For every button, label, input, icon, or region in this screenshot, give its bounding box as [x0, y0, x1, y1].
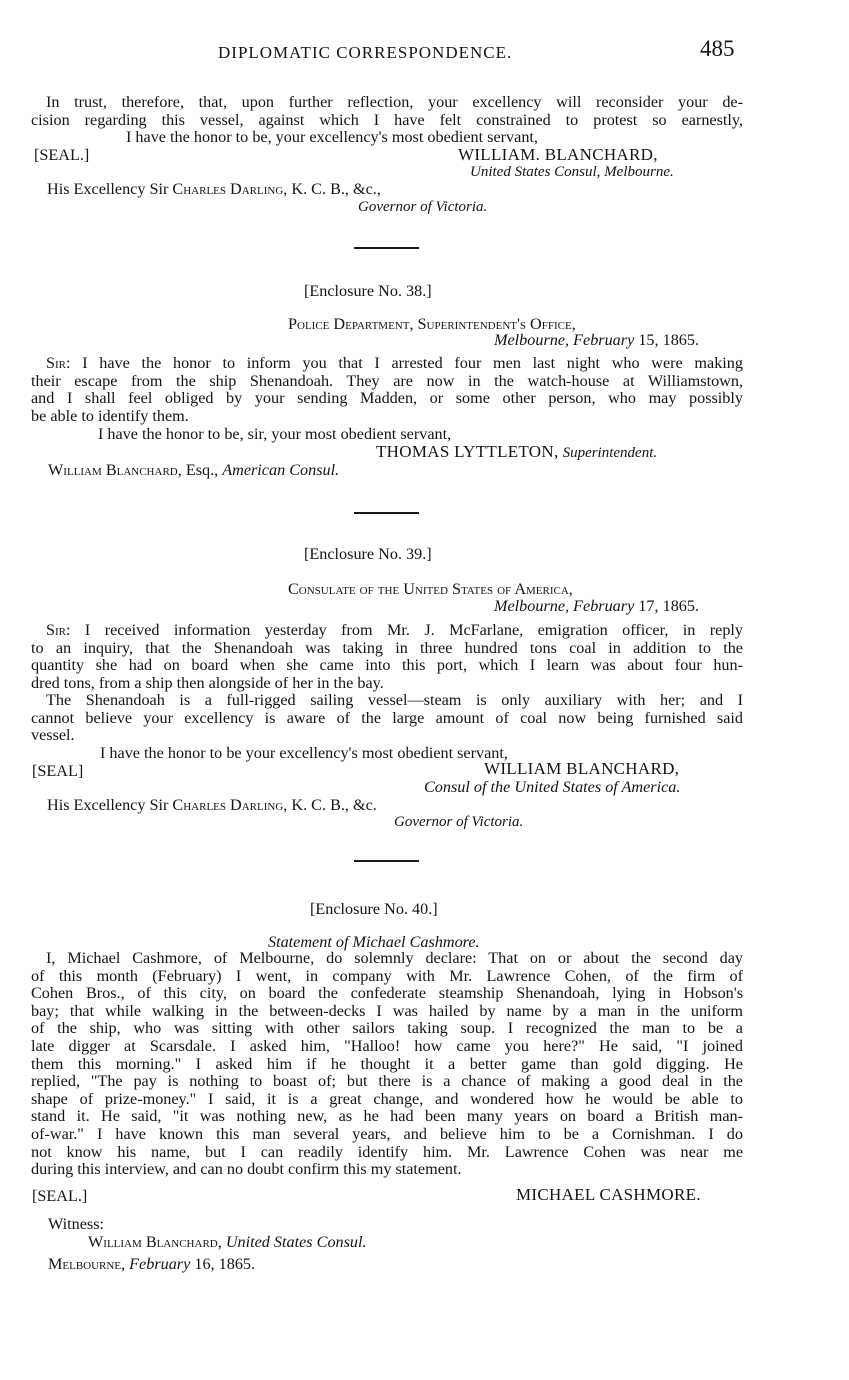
dateline: Melbourne, February 15, 1865. [494, 331, 700, 349]
signer-name: WILLIAM. BLANCHARD, [458, 145, 658, 164]
seal-mark: [SEAL] [32, 762, 84, 780]
letter-paragraph [31, 355, 743, 425]
text-line: shape of prize-money." I said, it is a great change, and wondered how he would be able to [31, 1089, 743, 1108]
section-divider [354, 512, 419, 514]
signer-title: Consul of the United States of America. [424, 778, 681, 796]
text-line: during this interview, and can no doubt confirm this my statement. [31, 1160, 462, 1179]
text-line: The Shenandoah is a full-rigged sailing vessel—steam is only auxiliary with her; and I [46, 691, 743, 709]
text-line: cision regarding this vessel, against which I have felt constrained to protest so earnestly, [31, 110, 743, 129]
enclosure-label: [Enclosure No. 39.] [304, 545, 432, 563]
text-line: their escape from the ship Shenandoah. They are now in the watch-house at Williamstown, [31, 371, 743, 390]
dateline: Melbourne, February 17, 1865. [494, 597, 700, 615]
office-heading: Consulate of the United States of America, [288, 580, 573, 598]
enclosure-label: [Enclosure No. 38.] [304, 282, 432, 300]
text-line: In trust, therefore, that, upon further reflection, your excellency will reconsider your de- [46, 93, 743, 111]
text-line: them this morning." I asked him if he thought it a better game than gold digging. He [31, 1054, 743, 1073]
office-heading: Police Department, Superintendent's Office, [288, 315, 576, 333]
text-line: replied, "The pay is nothing to boast of; but there is a chance of making a good deal in the [31, 1072, 743, 1091]
text-line: cannot believe your excellency is aware of the large amount of coal now being furnished said [31, 708, 743, 727]
section-divider [354, 860, 419, 862]
text-line: of-war." I have known this man several years, and believe him to be a Cornishman. I do [31, 1124, 743, 1143]
text-line: be able to identify them. [31, 406, 189, 425]
addressee-title: Governor of Victoria. [358, 199, 488, 215]
text-line: not know his name, but I can readily identify him. Mr. Lawrence Cohen was near me [31, 1142, 743, 1161]
statement-heading: Statement of Michael Cashmore. [268, 933, 480, 951]
text-line: to an inquiry, that the Shenandoah was taking in three hundred tons coal in addition to the [31, 638, 743, 657]
enclosure-label: [Enclosure No. 40.] [310, 900, 438, 918]
signer-title: United States Consul, Melbourne. [470, 164, 674, 180]
text-line: of this month (February) I went, in company with Mr. Lawrence Cohen, of the firm of [31, 966, 743, 985]
addressee-title: Governor of Victoria. [394, 814, 524, 830]
seal-mark: [SEAL.] [32, 1187, 88, 1205]
page-number: 485 [700, 36, 735, 61]
closing-line: I have the honor to be your excellency's most obedient servant, [100, 744, 508, 762]
addressee-line: William Blanchard, Esq., American Consul. [48, 461, 340, 479]
closing-line: I have the honor to be, your excellency's most obedient servant, [126, 128, 538, 146]
text-line: Sir: I received information yesterday from Mr. J. McFarlane, emigration officer, in reply [46, 621, 744, 639]
text-line: of the ship, who was sitting with other sailors taking soup. I recognized the man to be a [31, 1019, 743, 1038]
text-line: Cohen Bros., of this city, on board the confederate steamship Shenandoah, lying in Hobson's [31, 984, 743, 1003]
text-line: quantity she had on board when she came into this port, which I learn was about four hun- [31, 656, 743, 675]
text-line: stand it. He said, "it was nothing new, as he had been many years on board a British man- [31, 1107, 743, 1126]
addressee-line: His Excellency Sir Charles Darling, K. C. B., &c. [47, 796, 377, 814]
signature-line: THOMAS LYTTLETON, Superintendent. [376, 442, 658, 461]
closing-line: I have the honor to be, sir, your most obedient servant, [98, 425, 452, 443]
text-line: dred tons, from a ship then alongside of her in the bay. [31, 673, 384, 692]
running-header-title: DIPLOMATIC CORRESPONDENCE. [218, 43, 513, 62]
statement-paragraph [31, 950, 743, 1179]
text-line: Sir: I have the honor to inform you that I arrested four men last night who were making [46, 354, 743, 372]
witness-label: Witness: [48, 1215, 104, 1233]
text-line: vessel. [31, 726, 75, 745]
letter-paragraph [31, 692, 743, 745]
letter-paragraph [31, 622, 743, 692]
text-line: I, Michael Cashmore, of Melbourne, do solemnly declare: That on or about the second day [46, 949, 743, 967]
seal-mark: [SEAL.] [34, 146, 90, 164]
signer-name: MICHAEL CASHMORE. [516, 1185, 701, 1204]
text-line: late digger at Scarsdale. I asked him, "Halloo! how came you here?" He said, "I joined [31, 1036, 743, 1055]
signer-name: WILLIAM BLANCHARD, [484, 759, 680, 778]
text-line: and I shall feel obliged by your sending Madden, or some other person, who may possibly [31, 389, 743, 408]
addressee-line: His Excellency Sir Charles Darling, K. C. B., &c., [47, 180, 381, 198]
witness-line: William Blanchard, United States Consul. [88, 1233, 367, 1251]
section-divider [354, 247, 419, 249]
letter-paragraph [31, 94, 743, 129]
place-date-line: Melbourne, February 16, 1865. [48, 1255, 256, 1273]
text-line: bay; that while walking in the between-decks I was hailed by name by a man in the uniform [31, 1001, 743, 1020]
